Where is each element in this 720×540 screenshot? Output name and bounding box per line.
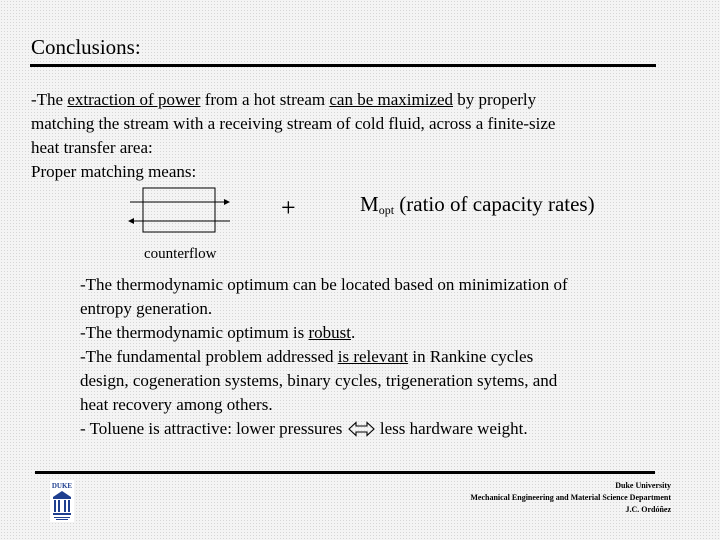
bullet-3-line-1	[80, 345, 680, 369]
intro-line-4: Proper matching means:	[31, 162, 197, 181]
mopt-description: (ratio of capacity rates)	[394, 192, 595, 216]
text-fragment: .	[351, 323, 356, 342]
counterflow-heat-exchanger-diagram	[126, 185, 236, 235]
bullet-3-line-2: design, cogeneration systems, binary cycles, trigeneration sytems, and	[80, 371, 558, 390]
counterflow-label: counterflow	[144, 246, 217, 262]
mopt-label	[360, 192, 595, 218]
footer-department: Mechanical Engineering and Material Science Department	[470, 493, 671, 502]
underlined-phrase: robust	[308, 323, 352, 342]
plus-sign: +	[281, 193, 296, 222]
title-divider	[30, 64, 656, 67]
bullet-1-line-1: -The thermodynamic optimum can be located based on minimization of	[80, 275, 568, 294]
duke-logo	[50, 480, 74, 522]
mopt-symbol: M	[360, 192, 379, 216]
logo-text: DUKE	[51, 482, 73, 490]
footer-author: J.C. Ordóñez	[625, 505, 671, 514]
underlined-phrase: is relevant	[337, 347, 409, 366]
text-fragment: by properly	[453, 90, 537, 109]
text-fragment: less hardware weight.	[375, 419, 528, 438]
footer-university: Duke University	[615, 481, 671, 490]
mopt-subscript: opt	[378, 203, 395, 217]
double-arrow-icon	[348, 421, 375, 437]
slide-title: Conclusions:	[31, 35, 141, 59]
underlined-phrase: can be maximized	[329, 90, 454, 109]
text-fragment: -The thermodynamic optimum is	[80, 323, 309, 342]
bullet-3-line-3: heat recovery among others.	[80, 395, 273, 414]
bullet-list	[80, 273, 680, 441]
underlined-phrase: extraction of power	[67, 90, 201, 109]
bullet-1-line-2: entropy generation.	[80, 299, 213, 318]
exchanger-box	[143, 188, 215, 232]
footer-divider	[35, 471, 655, 474]
text-fragment: - Toluene is attractive: lower pressures	[80, 419, 347, 438]
intro-line-2: matching the stream with a receiving stream of cold fluid, across a finite-size	[31, 114, 556, 133]
intro-paragraph	[31, 88, 671, 184]
intro-line-1	[31, 88, 671, 112]
bullet-4	[80, 417, 680, 441]
footer-credits	[470, 480, 671, 516]
intro-line-3: heat transfer area:	[31, 138, 153, 157]
text-fragment: from a hot stream	[200, 90, 330, 109]
bullet-2	[80, 321, 680, 345]
text-fragment: -The fundamental problem addressed	[80, 347, 338, 366]
text-fragment: -The	[31, 90, 68, 109]
text-fragment: in Rankine cycles	[408, 347, 534, 366]
